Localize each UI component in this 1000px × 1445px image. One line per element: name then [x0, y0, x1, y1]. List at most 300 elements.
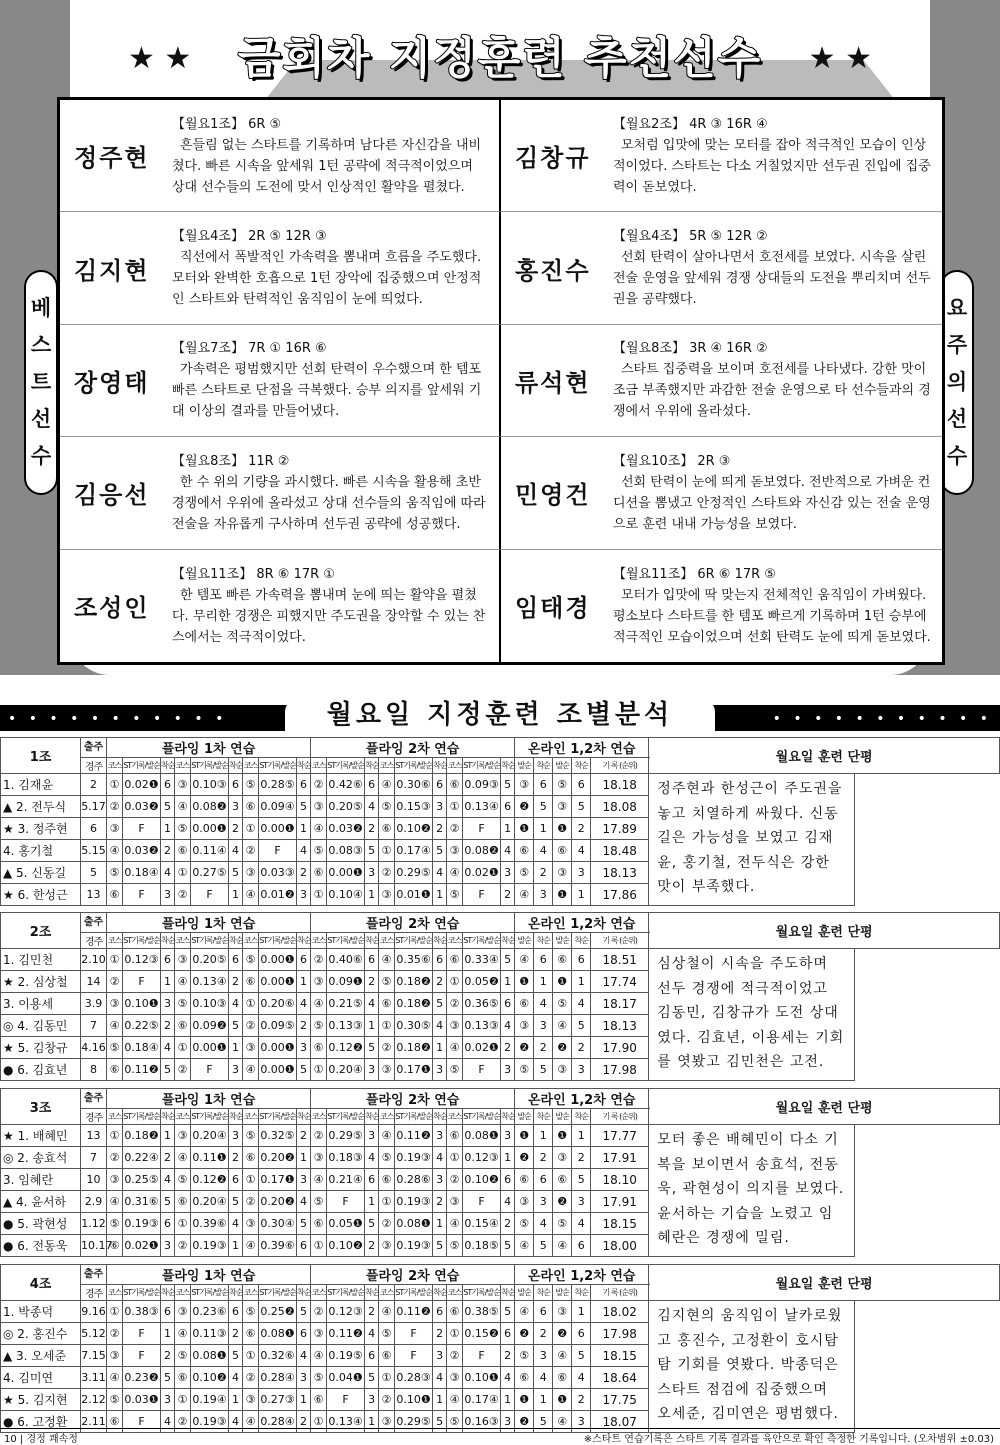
fly2-header: 플라잉 2차 연습 — [311, 913, 515, 933]
course-cell: ② — [311, 1125, 327, 1147]
finish-cell: 3 — [365, 1059, 379, 1081]
finish-cell: 4 — [501, 1367, 515, 1389]
racer-name: ● 6. 김효년 — [1, 1059, 81, 1081]
st-cell: 0.00❶ — [259, 818, 297, 840]
course-cell: ③ — [175, 1301, 191, 1323]
finish-header: 착순 — [433, 933, 447, 949]
course-cell: ⑥ — [175, 1191, 191, 1213]
st-cell: 0.40⑥ — [327, 949, 365, 971]
online-cell: 5 — [572, 1345, 591, 1367]
course-cell: ⑥ — [447, 1301, 463, 1323]
finish-cell: 1 — [297, 971, 311, 993]
online-cell: ❶ — [515, 1389, 534, 1411]
online-cell: ③ — [553, 1147, 572, 1169]
st-cell: 0.09④ — [259, 796, 297, 818]
finish-cell: 5 — [161, 1367, 175, 1389]
st-cell: 0.18④ — [123, 862, 161, 884]
finish-header: 착순 — [433, 1285, 447, 1301]
race-count: 13 — [81, 884, 107, 906]
st-cell: F — [327, 1389, 365, 1411]
finish-cell: 2 — [229, 971, 243, 993]
finish-cell: 5 — [365, 1037, 379, 1059]
course-cell: ③ — [447, 1191, 463, 1213]
label-char: 스 — [31, 327, 51, 364]
course-cell: ② — [107, 1323, 123, 1345]
course-cell: ① — [311, 1411, 327, 1433]
course-cell: ② — [447, 993, 463, 1015]
st-cell: 0.08❶ — [395, 1213, 433, 1235]
course-cell: ⑤ — [243, 1125, 259, 1147]
race-info: 【월요2조】 4R ③ 16R ④ — [613, 114, 932, 135]
course-cell: ⑥ — [243, 971, 259, 993]
st-cell: 0.18❷ — [395, 1037, 433, 1059]
st-header: ST기록/발순 — [191, 1109, 229, 1125]
group-comment: 정주현과 한성근이 주도권을 놓고 치열하게 싸웠다. 신동길은 가능성을 보였고 김재윤, 홍기철, 전두식은 강한 맛이 부족했다. — [649, 774, 855, 906]
st-cell: 0.00❶ — [259, 1059, 297, 1081]
group-comment: 김지현의 움직임이 날카로웠고 홍진수, 고정환이 호시탐탐 기회를 엿봤다. 박종덕은 스타트 점검에 집중했으며 오세준, 김미연은 평범했다. — [649, 1301, 855, 1433]
st-cell: 0.22④ — [123, 1147, 161, 1169]
race-count: 5 — [81, 862, 107, 884]
course-cell: ③ — [107, 818, 123, 840]
course-cell: ① — [379, 1015, 395, 1037]
course-cell: ⑥ — [175, 1367, 191, 1389]
racer-name: ◎ 2. 송효석 — [1, 1147, 81, 1169]
st-cell: 0.19③ — [395, 1235, 433, 1257]
record-time: 17.86 — [591, 884, 649, 906]
online-cell: ⑤ — [515, 1345, 534, 1367]
table-row — [1, 1301, 1000, 1323]
fly2-header: 플라잉 2차 연습 — [311, 738, 515, 758]
finish-header: 착순 — [534, 1109, 553, 1125]
course-cell: ④ — [243, 884, 259, 906]
finish-cell: 3 — [433, 1169, 447, 1191]
online-cell: 1 — [572, 971, 591, 993]
finish-header: 착순 — [297, 1109, 311, 1125]
course-cell: ④ — [379, 1125, 395, 1147]
finish-cell: 3 — [297, 1037, 311, 1059]
player-body — [172, 451, 489, 535]
finish-cell: 4 — [161, 1411, 175, 1433]
course-cell: ⑥ — [447, 949, 463, 971]
finish-cell: 6 — [501, 796, 515, 818]
st-cell: 0.38⑤ — [463, 1301, 501, 1323]
st-cell: F — [123, 818, 161, 840]
online-cell: 1 — [572, 1301, 591, 1323]
finish-header: 착순 — [501, 933, 515, 949]
record-time: 17.77 — [591, 1125, 649, 1147]
st-cell: 0.03❷ — [123, 796, 161, 818]
racer-name: 4. 홍기철 — [1, 840, 81, 862]
fly2-header: 플라잉 2차 연습 — [311, 1265, 515, 1285]
online-cell: 3 — [572, 862, 591, 884]
finish-header: 착순 — [365, 1285, 379, 1301]
st-cell: 0.11❶ — [191, 1147, 229, 1169]
player-body — [613, 226, 932, 310]
player-description: 흔들림 없는 스타트를 기록하며 남다른 자신감을 내비쳤다. 빠른 시속을 앞세워 1턴 공략에 적극적이었으며 상대 선수들의 도전에 맞서 인상적인 활약을 펼쳤다. — [172, 135, 489, 198]
finish-cell: 6 — [501, 1169, 515, 1191]
st-cell: 0.08❶ — [191, 1345, 229, 1367]
racer-name: ★ 1. 배혜민 — [1, 1125, 81, 1147]
finish-header: 착순 — [365, 758, 379, 774]
finish-cell: 2 — [161, 1147, 175, 1169]
racer-name: 1. 김민천 — [1, 949, 81, 971]
finish-cell: 5 — [229, 1015, 243, 1037]
course-cell: ① — [447, 796, 463, 818]
st-cell: 0.09❶ — [327, 971, 365, 993]
online-cell: ④ — [515, 1235, 534, 1257]
st-header: ST기록/발순 — [327, 1109, 365, 1125]
online-cell: ⑤ — [553, 993, 572, 1015]
finish-cell: 6 — [297, 949, 311, 971]
record-time: 18.15 — [591, 1213, 649, 1235]
racer-name: ● 5. 곽현성 — [1, 1213, 81, 1235]
st-cell: 0.19③ — [395, 1191, 433, 1213]
group-table — [0, 912, 1000, 1081]
finish-cell: 6 — [161, 949, 175, 971]
race-count: 3.11 — [81, 1367, 107, 1389]
online-cell: 4 — [572, 993, 591, 1015]
finish-cell: 5 — [229, 862, 243, 884]
course-header: 코스 — [107, 758, 123, 774]
recommended-player-card — [60, 437, 501, 549]
finish-cell: 6 — [297, 1323, 311, 1345]
group-table — [0, 1088, 1000, 1257]
online-cell: ❶ — [553, 1125, 572, 1147]
course-cell: ⑤ — [175, 1345, 191, 1367]
st-header: ST기록/발순 — [191, 1285, 229, 1301]
st-header: ST기록/발순 — [259, 1285, 297, 1301]
online-cell: 3 — [534, 1015, 553, 1037]
finish-header: 착순 — [161, 933, 175, 949]
online-cell: ⑤ — [553, 774, 572, 796]
st-cell: 0.20⑤ — [327, 796, 365, 818]
online-cell: 4 — [534, 1367, 553, 1389]
finish-header: 착순 — [501, 758, 515, 774]
footer-page-label: 10 | 경정 쾌속정 — [4, 1430, 78, 1445]
race-info: 【월요4조】 5R ⑤ 12R ② — [613, 226, 932, 247]
st-cell: 0.10④ — [327, 884, 365, 906]
online-cell: ⑥ — [515, 1169, 534, 1191]
course-cell: ② — [107, 971, 123, 993]
course-cell: ⑤ — [107, 1389, 123, 1411]
race-count: 3.9 — [81, 993, 107, 1015]
race-info: 【월요8조】 11R ② — [172, 451, 489, 472]
course-cell: ③ — [379, 1411, 395, 1433]
finish-cell: 2 — [297, 1015, 311, 1037]
st-cell: 0.28③ — [395, 1367, 433, 1389]
online-cell: 3 — [534, 1345, 553, 1367]
st-header: ST기록/발순 — [463, 1285, 501, 1301]
finish-cell: 3 — [365, 1389, 379, 1411]
st-header: ST기록/발순 — [463, 933, 501, 949]
fly1-header: 플라잉 1차 연습 — [107, 913, 311, 933]
finish-header: 착순 — [229, 758, 243, 774]
st-header: ST기록/발순 — [259, 758, 297, 774]
finish-cell: 5 — [297, 1301, 311, 1323]
st-cell: 0.13③ — [463, 1015, 501, 1037]
course-cell: ① — [243, 818, 259, 840]
online-cell: 2 — [572, 818, 591, 840]
player-body — [172, 114, 489, 198]
race-info: 【월요4조】 2R ⑤ 12R ③ — [172, 226, 489, 247]
record-time: 18.00 — [591, 1235, 649, 1257]
online-cell: 6 — [534, 1301, 553, 1323]
finish-cell: 5 — [297, 796, 311, 818]
finish-header: 착순 — [161, 758, 175, 774]
player-name: 류석현 — [515, 363, 613, 398]
footer-note: ※스타트 연습기록은 스타트 기록 결과를 육안으로 확인 측정한 기록입니다. (오차범위 ±0.03) — [584, 1430, 994, 1445]
finish-header: 착순 — [365, 1109, 379, 1125]
course-cell: ② — [243, 1015, 259, 1037]
st-cell: 0.28⑥ — [395, 1169, 433, 1191]
st-cell: 0.30④ — [259, 1213, 297, 1235]
balsun-header: 발순 — [553, 1109, 572, 1125]
finish-cell: 6 — [229, 1301, 243, 1323]
finish-header: 착순 — [229, 1285, 243, 1301]
race-count: 8 — [81, 1059, 107, 1081]
finish-header: 착순 — [572, 1109, 591, 1125]
st-header: ST기록/발순 — [395, 1285, 433, 1301]
player-name: 김창규 — [515, 138, 613, 173]
st-cell: 0.39⑥ — [191, 1213, 229, 1235]
finish-cell: 3 — [501, 1059, 515, 1081]
finish-cell: 5 — [365, 1213, 379, 1235]
course-cell: ② — [175, 1059, 191, 1081]
finish-cell: 1 — [433, 884, 447, 906]
star-icon: ★ ★ — [809, 44, 872, 74]
online-cell: ❷ — [553, 1191, 572, 1213]
st-cell: 0.19⑤ — [327, 1345, 365, 1367]
finish-cell: 5 — [365, 840, 379, 862]
race-count: 13 — [81, 1125, 107, 1147]
course-cell: ④ — [379, 774, 395, 796]
course-cell: ④ — [107, 1191, 123, 1213]
course-cell: ⑥ — [243, 796, 259, 818]
player-description: 직선에서 폭발적인 가속력을 뽐내며 흐름을 주도했다. 모터와 완벽한 호흡으로 1턴 장악에 집중했으며 안정적인 스타트와 탄력적인 움직임이 눈에 띄었다. — [172, 247, 489, 310]
st-cell: 0.42⑥ — [327, 774, 365, 796]
finish-cell: 4 — [229, 1411, 243, 1433]
course-cell: ⑤ — [243, 949, 259, 971]
course-cell: ② — [243, 1367, 259, 1389]
online-cell: 5 — [534, 1059, 553, 1081]
st-cell: F — [123, 971, 161, 993]
record-time: 18.15 — [591, 1345, 649, 1367]
finish-cell: 1 — [501, 971, 515, 993]
online-cell: ③ — [515, 1015, 534, 1037]
balsun-header: 발순 — [515, 1285, 534, 1301]
record-time: 18.17 — [591, 993, 649, 1015]
finish-cell: 2 — [501, 884, 515, 906]
finish-cell: 2 — [365, 971, 379, 993]
finish-header: 착순 — [572, 1285, 591, 1301]
finish-cell: 3 — [161, 1389, 175, 1411]
group-name: 2조 — [1, 913, 81, 949]
label-char: 선 — [947, 401, 967, 438]
label-char: 주 — [947, 327, 967, 364]
st-cell: 0.08❷ — [463, 840, 501, 862]
player-name: 조성인 — [74, 588, 172, 623]
st-cell: 0.10❶ — [463, 1367, 501, 1389]
course-cell: ② — [447, 1169, 463, 1191]
st-cell: 0.20⑥ — [259, 993, 297, 1015]
finish-cell: 3 — [365, 1125, 379, 1147]
finish-cell: 1 — [229, 1037, 243, 1059]
record-time: 17.91 — [591, 1191, 649, 1213]
course-cell: ⑥ — [311, 1037, 327, 1059]
comment-header: 월요일 훈련 단평 — [649, 913, 1000, 949]
st-cell: 0.17❶ — [395, 1059, 433, 1081]
st-header: ST기록/발순 — [259, 1109, 297, 1125]
st-cell: F — [191, 884, 229, 906]
st-cell: 0.11❷ — [395, 1125, 433, 1147]
finish-cell: 1 — [365, 884, 379, 906]
st-cell: 0.20④ — [327, 1059, 365, 1081]
race-info: 【월요11조】 8R ⑥ 17R ① — [172, 564, 489, 585]
finish-cell: 1 — [297, 1147, 311, 1169]
label-char: 선 — [31, 401, 51, 438]
st-cell: 0.15③ — [395, 796, 433, 818]
course-cell: ④ — [175, 971, 191, 993]
label-char: 요 — [947, 290, 967, 327]
finish-cell: 1 — [297, 1389, 311, 1411]
course-cell: ① — [311, 1235, 327, 1257]
online-cell: 4 — [572, 840, 591, 862]
finish-cell: 4 — [501, 840, 515, 862]
finish-cell: 3 — [297, 884, 311, 906]
fly2-header: 플라잉 2차 연습 — [311, 1089, 515, 1109]
finish-cell: 3 — [297, 1367, 311, 1389]
finish-cell: 3 — [229, 796, 243, 818]
finish-cell: 2 — [229, 1147, 243, 1169]
course-cell: ② — [379, 1037, 395, 1059]
finish-cell: 6 — [161, 774, 175, 796]
player-description: 한 수 위의 기량을 과시했다. 빠른 시속을 활용해 초반 경쟁에서 우위에 올라섰고 상대 선수들의 움직임에 따라 전술을 자유롭게 구사하며 선두권 공략에 성공했다. — [172, 472, 489, 535]
finish-cell: 3 — [161, 993, 175, 1015]
st-cell: 0.23❷ — [123, 1367, 161, 1389]
course-cell: ⑥ — [107, 1059, 123, 1081]
course-header: 코스 — [447, 933, 463, 949]
st-cell: 0.21④ — [327, 1169, 365, 1191]
online-cell: ❶ — [515, 818, 534, 840]
group-table — [0, 737, 1000, 906]
course-cell: ③ — [107, 993, 123, 1015]
record-time: 18.10 — [591, 1169, 649, 1191]
online-cell: 4 — [534, 1213, 553, 1235]
finish-header: 착순 — [534, 1285, 553, 1301]
online-cell: 4 — [572, 1213, 591, 1235]
finish-cell: 4 — [229, 993, 243, 1015]
finish-cell: 5 — [501, 774, 515, 796]
st-header: ST기록/발순 — [327, 758, 365, 774]
online-cell: ⑥ — [515, 840, 534, 862]
finish-header: 착순 — [161, 1109, 175, 1125]
race-count: 2.11 — [81, 1411, 107, 1433]
finish-cell: 6 — [433, 1301, 447, 1323]
course-header: 코스 — [379, 1109, 395, 1125]
course-cell: ⑤ — [107, 862, 123, 884]
st-cell: 0.10❷ — [327, 1235, 365, 1257]
player-body — [172, 338, 489, 422]
st-cell: F — [327, 1191, 365, 1213]
recommended-player-card — [501, 325, 942, 437]
player-name: 정주현 — [74, 138, 172, 173]
st-cell: 0.18③ — [327, 1147, 365, 1169]
player-name: 홍진수 — [515, 251, 613, 286]
st-cell: 0.18⑤ — [463, 1235, 501, 1257]
finish-cell: 1 — [365, 1411, 379, 1433]
course-cell: ⑤ — [379, 971, 395, 993]
st-cell: 0.15④ — [463, 1213, 501, 1235]
course-cell: ⑤ — [175, 993, 191, 1015]
finish-cell: 6 — [365, 774, 379, 796]
st-cell: 0.33④ — [463, 949, 501, 971]
player-body — [172, 226, 489, 310]
racer-name: 4. 김미연 — [1, 1367, 81, 1389]
finish-cell: 4 — [229, 1367, 243, 1389]
st-cell: 0.00❶ — [259, 1037, 297, 1059]
course-cell: ② — [379, 1389, 395, 1411]
st-cell: 0.20④ — [191, 1125, 229, 1147]
course-cell: ⑤ — [447, 1059, 463, 1081]
finish-cell: 4 — [433, 862, 447, 884]
race-info: 【월요11조】 6R ⑥ 17R ⑤ — [613, 564, 932, 585]
course-cell: ⑤ — [311, 1367, 327, 1389]
finish-cell: 3 — [161, 1235, 175, 1257]
online-cell: ❷ — [515, 796, 534, 818]
race-count: 7 — [81, 1015, 107, 1037]
course-cell: ④ — [447, 1389, 463, 1411]
course-cell: ③ — [243, 1389, 259, 1411]
player-description: 가속력은 평범했지만 선회 탄력이 우수했으며 한 템포 빠른 스타트로 단점을 극복했다. 승부 의지를 앞세워 기대 이상의 결과를 만들어냈다. — [172, 359, 489, 422]
star-icon: ★ ★ — [128, 44, 191, 74]
course-cell: ⑤ — [379, 796, 395, 818]
player-name: 김지현 — [74, 251, 172, 286]
finish-cell: 2 — [501, 1345, 515, 1367]
course-cell: ③ — [175, 774, 191, 796]
online-cell: ❷ — [515, 1323, 534, 1345]
st-cell: 0.03❷ — [123, 840, 161, 862]
course-cell: ⑤ — [311, 1191, 327, 1213]
record-time: 18.08 — [591, 796, 649, 818]
course-cell: ⑥ — [107, 1235, 123, 1257]
finish-cell: 6 — [161, 1301, 175, 1323]
course-cell: ② — [447, 818, 463, 840]
finish-cell: 2 — [161, 840, 175, 862]
record-time: 18.07 — [591, 1411, 649, 1433]
course-header: 코스 — [243, 1109, 259, 1125]
st-header: ST기록/발순 — [463, 1109, 501, 1125]
course-cell: ④ — [447, 862, 463, 884]
course-cell: ② — [311, 1301, 327, 1323]
race-info: 【월요1조】 6R ⑤ — [172, 114, 489, 135]
finish-cell: 6 — [297, 774, 311, 796]
online-cell: 2 — [534, 1037, 553, 1059]
finish-cell: 2 — [365, 818, 379, 840]
course-cell: ① — [107, 1125, 123, 1147]
online-cell: 6 — [534, 949, 553, 971]
player-name: 장영태 — [74, 363, 172, 398]
finish-cell: 4 — [297, 1191, 311, 1213]
course-cell: ② — [379, 1213, 395, 1235]
course-cell: ⑥ — [311, 1389, 327, 1411]
st-cell: 0.09③ — [463, 774, 501, 796]
finish-cell: 6 — [433, 774, 447, 796]
table-row — [1, 949, 1000, 971]
finish-header: 착순 — [501, 1285, 515, 1301]
finish-header: 착순 — [161, 1285, 175, 1301]
st-cell: 0.11④ — [191, 840, 229, 862]
finish-cell: 1 — [161, 1323, 175, 1345]
